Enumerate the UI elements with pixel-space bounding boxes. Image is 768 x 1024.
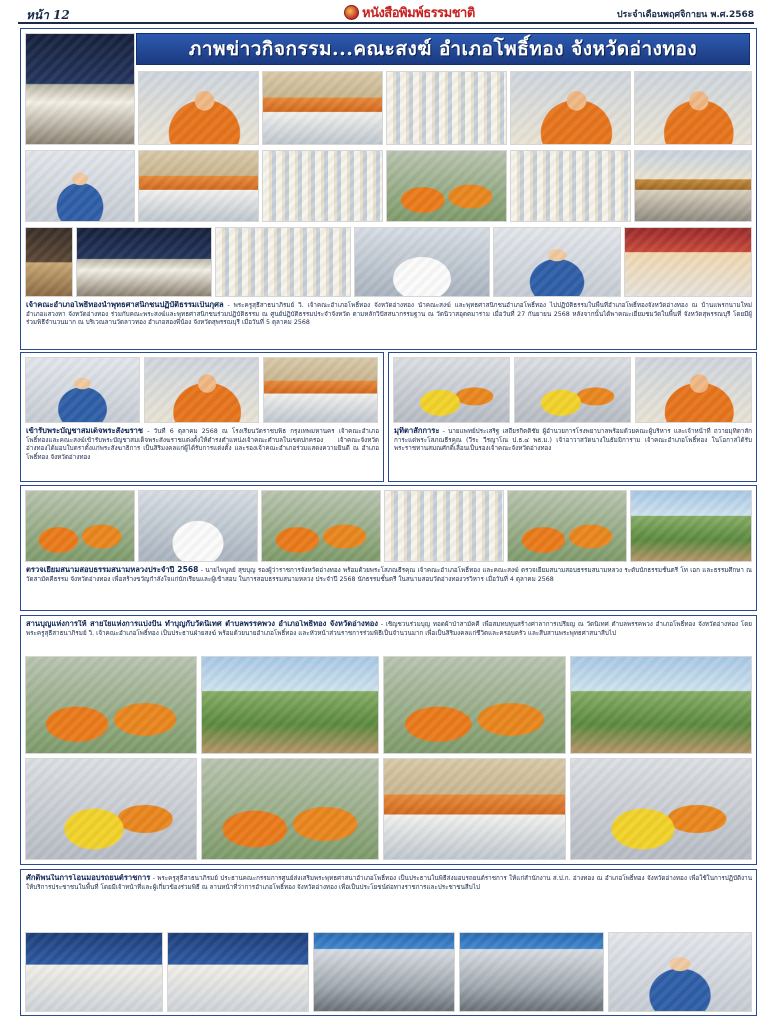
section-1-photo [510,71,631,145]
page-number: หน้า 12 [26,8,70,22]
section-3-caption [394,427,752,479]
section-4-box [20,485,757,611]
section-1-photo [624,227,752,297]
section-1-heading: เจ้าคณะอำเภอโพธิ์ทองนำพุทธศาสนิกชนปฏิบัติธรรมเป็นกุศล [26,301,224,309]
section-5-photo [570,656,752,754]
section-1-photo [215,227,351,297]
section-4-photo [507,490,627,562]
section-1-photo [634,71,752,145]
section-5-photo [201,656,379,754]
section-5-photo [383,758,566,860]
issue-date: ประจำเดือนพฤศจิกายน พ.ศ.2568 [616,10,754,20]
header-rule [18,22,754,24]
section-6-heading: ศักดิ์พนในการโอนมอบรถยนต์ราชการ [26,874,151,882]
section-1-body: - พระครูสุธีสาธนาภิรมย์ วิ. เจ้าคณะอำเภอโพธิ์ทอง จังหวัดอ่างทอง นำคณะสงฆ์ และพุทธศาสนิกชนอำเภอโพธิ์ทอง ไปปฏิบัติธรรมในพื้นที่อำเภอโพธิ์ทองจังหวัดอ่างทอง ณ บ้านแพรกนามใหม่ อำเภอแสวงหา จังหวัดอ่างทอง ร่วมกับคณะพระสงฆ์และพุทธศาสนิกชนร่วมปฏิบัติธรรม ณ ศูนย์ปฏิบัติธรรมประจำจังหวัด ตามหลักวิปัสสนากรรมฐาน ณ วัดนิวาสอุตตมาราม เมื่อวันที่ 27 กันยายน 2568 หลังจากนั้นได้พาคณะเยี่ยมชมวัดในพื้นที่ จังหวัดสุพรรณบุรี โดยมีผู้ร่วมพิธีจำนวนมาก ณ บริเวณลานวัดลาวทอง อำเภอสองพี่น้อง จังหวัดสุพรรณบุรี เมื่อวันที่ 5 ตุลาคม 2568 [26,302,752,327]
section-3-photo [514,357,631,423]
section-3-photo [393,357,510,423]
section-5-heading: สานบุญแห่งการให้ สายใยแห่งการแบ่งปัน ทำบุญกับวัดนิเทศ ตำบลพรรคพวง อำเภอโพธิ์ทอง จังหวัดอ่างทอง [26,620,378,628]
masthead-logo [344,3,475,21]
section-5-photo [383,656,566,754]
section-5-box [20,615,757,865]
section-1-photo [510,150,631,222]
section-1-photo [262,150,383,222]
section-6-photo [608,932,752,1012]
masthead-seal-icon [344,5,359,20]
section-1-photo [386,150,507,222]
section-2-body: - วันที่ 6 ตุลาคม 2568 ณ โรงเรียนวัดราชบพิธ กรุงเทพมหานคร เจ้าคณะอำเภอโพธิ์ทองและคณะสงฆ์เข้ารับพระบัญชาสมเด็จพระสังฆราชแต่งตั้งให้ดำรงตำแหน่งเจ้าคณะตำบลในเขตปกครอง เจ้าคณะจังหวัดอ่างทองได้มอบใบตราตั้งแก่พระสังฆาธิการ เป็นสิริมงคลแก่ผู้ได้รับการแต่งตั้ง และรองเจ้าคณะอำเภอร่วมแสดงความยินดี ณ อำเภอโพธิ์ทอง จังหวัดอ่างทอง [26,428,379,461]
section-1-photo [25,227,73,297]
section-3-photo [635,357,752,423]
section-1-photo [138,71,259,145]
section-5-photo [201,758,379,860]
section-6-body: - พระครูสุธีสาธนาภิรมย์ ประธานคณะกรรมการศูนย์ส่งเสริมพระพุทธศาสนาอำเภอโพธิ์ทอง เป็นประธานในพิธีส่งมอบรถยนต์ราชการ ให้แก่สำนักงาน ส.ป.ก. อ่างทอง ณ อำเภอโพธิ์ทอง จังหวัดอ่างทอง เพื่อใช้ในการปฏิบัติงานให้บริการประชาชนในพื้นที่ โดยมีเจ้าหน้าที่และผู้เกี่ยวข้องร่วมพิธี ณ ลานหน้าที่ว่าการอำเภอโพธิ์ทอง จังหวัดอ่างทอง เพื่อเป็นประโยชน์ต่อทางราชการและประชาชนสืบไป [26,875,752,891]
section-5-photo [570,758,752,860]
section-2-caption [26,427,379,479]
section-2-box [20,352,384,482]
section-3-body: - นายแพทย์ประเสริฐ เสถียรกิตติชัย ผู้อำนวยการโรงพยาบาลพร้อมด้วยคณะผู้บริหาร และเจ้าหน้าที่ ถวายมุทิตาสักการะแด่พระโสภณธีรคุณ (วีระ วีรญาโณ ป.ธ.๔ พธ.ม.) เจ้าอาวาสวัดนางในธัมมิการาม เจ้าคณะอำเภอโพธิ์ทอง ในโอกาสได้รับพระราชทานสมณศักดิ์เลื่อนเป็นรองเจ้าคณะจังหวัดอ่างทอง [394,428,752,453]
section-1-box [20,28,757,350]
section-6-box [20,869,757,1016]
section-5-photo [25,758,197,860]
section-1-photo [493,227,621,297]
section-1-photo [25,150,135,222]
section-1-photo [354,227,490,297]
section-5-photo [25,656,197,754]
section-2-photo [25,357,140,423]
section-4-heading: ตรวจเยี่ยมสนามสอบธรรมสนามหลวงประจำปี 2568 [26,566,199,574]
section-2-photo [144,357,259,423]
section-4-photo [384,490,504,562]
section-4-photo [630,490,752,562]
section-6-photo [25,932,163,1012]
section-6-caption [26,874,752,920]
section-4-caption [26,566,752,608]
section-1-photo [25,33,135,145]
section-6-photo [459,932,604,1012]
section-4-photo [25,490,135,562]
section-4-body: - นายไพบูลย์ สุขบุญ รองผู้ว่าราชการจังหวัดอ่างทอง พร้อมด้วยพระโสภณธีรคุณ เจ้าคณะอำเภอโพธิ์ทอง และคณะสงฆ์ ตรวจเยี่ยมสนามสอบธรรมสนามหลวง ระดับนักธรรมชั้นตรี โท เอก และธรรมศึกษา ณ วัดสามัคคีธรรม จังหวัดอ่างทอง เพื่อสร้างขวัญกำลังใจแก่นักเรียนและผู้เข้าสอบ ในการสอบธรรมสนามหลวง ประจำปี 2568 นักธรรมชั้นตรี ในสนามสอบวัดอ่างทองวรวิหาร เมื่อวันที่ 4 ตุลาคม 2568 [26,567,752,583]
section-5-caption [26,620,752,654]
section-4-photo [261,490,381,562]
section-6-photo [167,932,309,1012]
banner-title: ภาพข่าวกิจกรรม...คณะสงฆ์ อำเภอโพธิ์ทอง จังหวัดอ่างทอง [136,33,750,65]
section-2-heading: เข้ารับพระบัญชาสมเด็จพระสังฆราช [26,427,144,435]
section-1-caption [26,301,752,347]
section-1-photo [138,150,259,222]
section-1-photo [76,227,212,297]
section-5-body: - เชิญชวนร่วมบุญ ทอดผ้าป่าสามัคคี เพื่อสมทบทุนสร้างศาลาการเปรียญ ณ วัดนิเทศ ตำบลพรรคพวง อำเภอโพธิ์ทอง จังหวัดอ่างทอง โดยพระครูสุธีสาธนาภิรมย์ วิ. เจ้าคณะอำเภอโพธิ์ทอง เป็นประธานฝ่ายสงฆ์ พร้อมด้วยนายอำเภอโพธิ์ทอง และหัวหน้าส่วนราชการร่วมพิธีเป็นจำนวนมาก เพื่อเป็นสิริมงคลแก่ชีวิตและครอบครัว และสืบสานพระพุทธศาสนาสืบไป [26,621,752,637]
section-1-photo [262,71,383,145]
section-1-photo [386,71,507,145]
masthead-name: หนังสือพิมพ์ธรรมชาติ [362,5,475,21]
section-4-photo [138,490,258,562]
section-6-photo [313,932,455,1012]
section-1-photo [634,150,752,222]
section-3-box [388,352,757,482]
section-3-heading: มุทิตาสักการะ [394,427,440,435]
section-2-photo [263,357,378,423]
